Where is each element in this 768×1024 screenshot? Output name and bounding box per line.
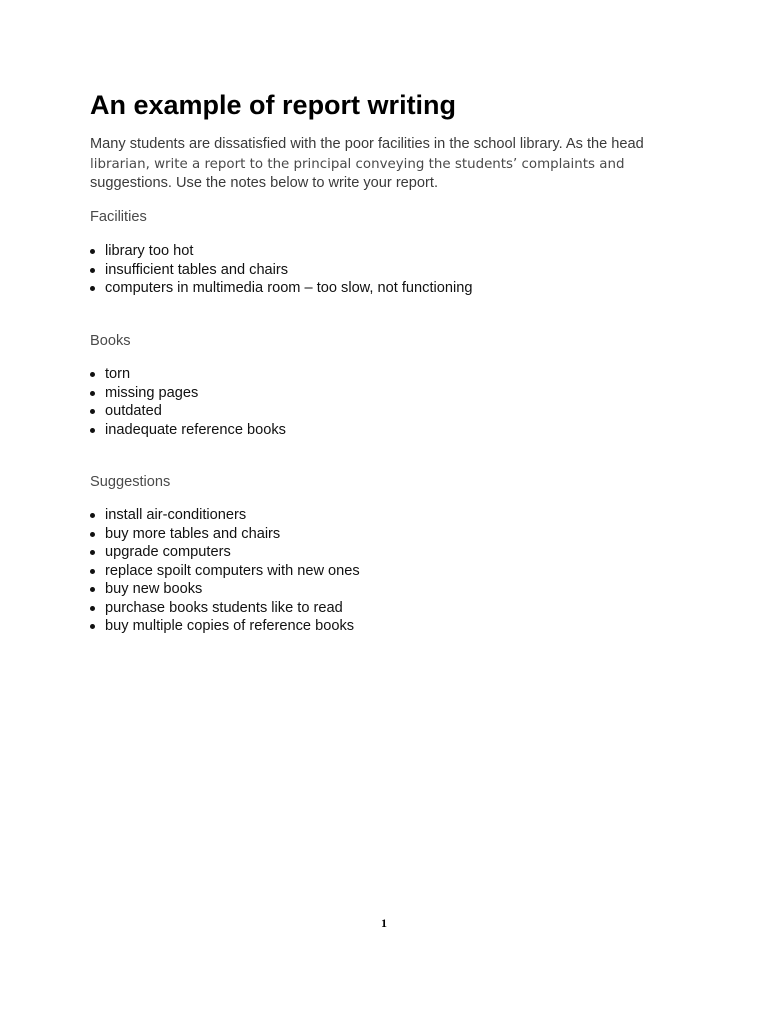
intro-line: librarian, write a report to the principal conveying the students’ complaints and: [90, 156, 625, 172]
bullet-icon: [90, 587, 95, 592]
bullet-icon: [90, 513, 95, 518]
list-item: [90, 599, 360, 618]
list-item: [90, 421, 286, 440]
list-item-text: purchase books students like to read: [105, 599, 343, 616]
bullet-icon: [90, 391, 95, 396]
list-item: [90, 525, 360, 544]
bullet-icon: [90, 268, 95, 273]
list-item: [90, 506, 360, 525]
list-item: [90, 402, 286, 421]
page-number: 1: [381, 916, 387, 930]
bullet-icon: [90, 550, 95, 555]
bullet-icon: [90, 624, 95, 629]
list-item: [90, 562, 360, 581]
bullet-icon: [90, 532, 95, 537]
bullet-icon: [90, 372, 95, 377]
facilities-list: [90, 242, 472, 298]
list-item: [90, 384, 286, 403]
list-item: [90, 365, 286, 384]
bullet-icon: [90, 249, 95, 254]
bullet-icon: [90, 409, 95, 414]
list-item-text: missing pages: [105, 384, 199, 401]
list-item: [90, 580, 360, 599]
books-list: [90, 365, 286, 439]
list-item-text: insufficient tables and chairs: [105, 261, 289, 278]
intro-line: Many students are dissatisfied with the poor facilities in the school library. As the head: [90, 136, 644, 152]
list-item: [90, 617, 360, 636]
list-item-text: buy more tables and chairs: [105, 525, 281, 542]
list-item: [90, 242, 472, 261]
bullet-icon: [90, 606, 95, 611]
intro-paragraph: [90, 135, 690, 194]
list-item-text: install air-conditioners: [105, 507, 247, 523]
document-title: An example of report writing: [90, 90, 457, 120]
list-item-text: buy new books: [105, 581, 203, 597]
list-item-text: inadequate reference books: [105, 421, 286, 438]
suggestions-list: [90, 506, 360, 636]
section-heading-facilities: Facilities: [90, 209, 147, 225]
section-heading-books: Books: [90, 333, 131, 349]
list-item-text: library too hot: [105, 243, 194, 259]
bullet-icon: [90, 286, 95, 291]
list-item-text: outdated: [105, 403, 162, 419]
list-item: [90, 279, 472, 298]
list-item-text: upgrade computers: [105, 544, 231, 560]
list-item-text: computers in multimedia room – too slow, not functioning: [105, 280, 473, 296]
list-item: [90, 261, 472, 280]
bullet-icon: [90, 428, 95, 433]
list-item: [90, 543, 360, 562]
intro-line: suggestions. Use the notes below to write your report.: [90, 175, 438, 191]
section-heading-suggestions: Suggestions: [90, 474, 171, 490]
list-item-text: buy multiple copies of reference books: [105, 618, 355, 634]
bullet-icon: [90, 569, 95, 574]
list-item-text: torn: [105, 366, 131, 382]
list-item-text: replace spoilt computers with new ones: [105, 562, 360, 579]
